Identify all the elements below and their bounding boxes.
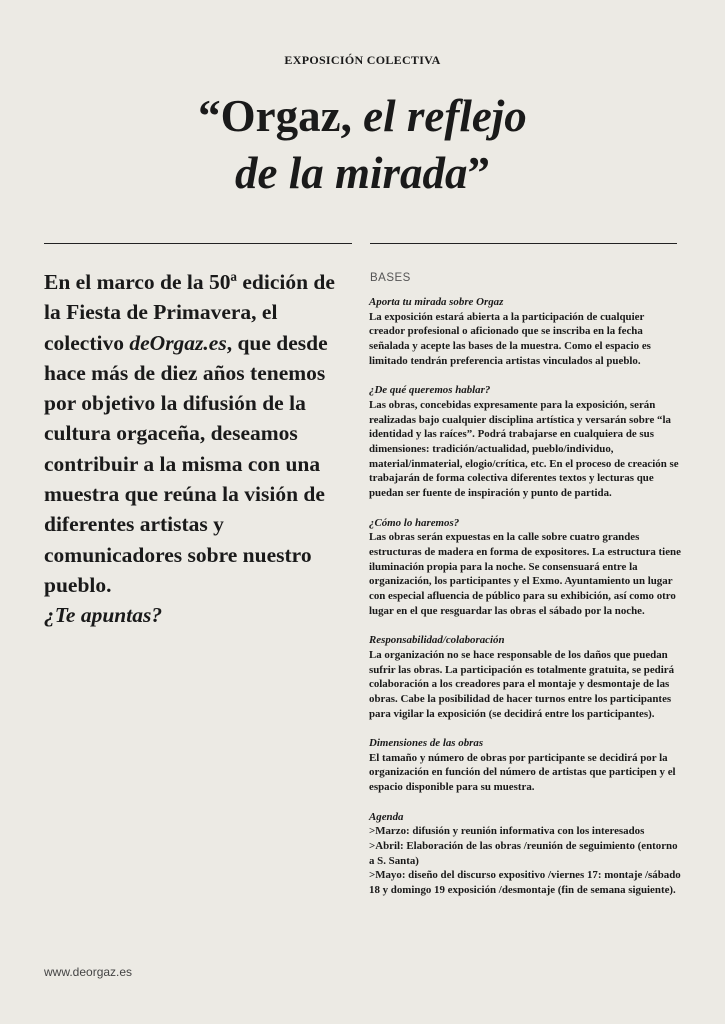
bases-section <box>369 633 681 721</box>
lead-text-a: En el marco de la 50ª edición de la Fiesta de Primavera, el colectivo <box>44 270 335 355</box>
page-title <box>0 88 725 202</box>
bases-label: BASES <box>370 272 411 284</box>
agenda-item: >Marzo: difusión y reunión informativa con los interesados <box>369 825 645 838</box>
lead-question: ¿Te apuntas? <box>44 603 163 628</box>
section-body: El tamaño y número de obras por participante se decidirá por la organización en función del número de artistas que participen y el espacio disponible para su muestra. <box>369 751 676 794</box>
title-italic: el reflejo <box>363 91 527 141</box>
bases-section <box>369 295 681 369</box>
section-heading: Responsabilidad/colaboración <box>369 634 505 647</box>
section-body: La organización no se hace responsable de los daños que puedan sufrir las obras. La participación es totalmente gratuita, se pedirá colaboración a los creadores para el montaje y desmontaje de las obras. Cabe la posibilidad de hacer turnos entre los participantes para vigilar la exposición (se decidirá entre los participantes). <box>369 648 675 720</box>
lead-text-b: , que desde hace más de diez años tenemos por objetivo la difusión de la cultura orgaceña, deseamos contribuir a la misma con una muestra que reúna la visión de diferentes artistas y comunicadores sobre nuestro pueblo. <box>44 330 328 597</box>
title-close-quote: ” <box>467 148 490 198</box>
section-heading: Aporta tu mirada sobre Orgaz <box>369 296 504 308</box>
section-body: Las obras serán expuestas en la calle sobre cuatro grandes estructuras de madera en forma de expositores. La estructura tiene iluminación propia para la noche. Se consensuará entre la organización, los participantes y el Exmo. Ayuntamiento un lugar con especial afluencia de público para su exhibición, así como otro lugar en el que resguardar las obras el sábado por la noche. <box>369 531 681 617</box>
divider-right <box>370 243 677 244</box>
footer-url[interactable]: www.deorgaz.es <box>44 965 133 979</box>
brand-name: deOrgaz.es <box>129 330 227 355</box>
section-heading: ¿Cómo lo haremos? <box>369 516 460 529</box>
title-plain: “Orgaz, <box>198 91 364 141</box>
bases-section <box>369 736 681 795</box>
agenda-item: >Mayo: diseño del discurso expositivo /viernes 17: montaje /sábado 18 y domingo 19 exposición /desmontaje (fin de semana siguiente). <box>369 869 681 897</box>
agenda-section <box>369 810 681 898</box>
eyebrow-label: EXPOSICIÓN COLECTIVA <box>284 53 441 67</box>
title-line-1 <box>0 88 725 145</box>
agenda-item: >Abril: Elaboración de las obras /reunión de seguimiento (entorno a S. Santa) <box>369 839 678 867</box>
bases-column <box>369 295 681 912</box>
divider-left <box>44 243 352 244</box>
section-heading: Dimensiones de las obras <box>369 737 484 750</box>
section-body: Las obras, concebidas expresamente para la exposición, serán realizadas bajo cualquier disciplina artística y versarán sobre “la identidad y las raíces”. Podrá trabajarse en cualquiera de sus dimensiones: tradición/actualidad, pueblo/individuo, material/inmaterial, elogio/crítica, etc. En el proceso de creación se trabajarán de forma colectiva diferentes textos y lecturas que puedan ser fuente de inspiración y punto de partida. <box>369 398 679 500</box>
section-heading: ¿De qué queremos hablar? <box>369 384 491 397</box>
agenda-heading: Agenda <box>369 810 404 823</box>
lead-paragraph <box>44 267 344 631</box>
title-line-2 <box>0 145 725 202</box>
title-italic-2: de la mirada <box>235 148 468 198</box>
section-body: La exposición estará abierta a la participación de cualquier creador profesional o aficionado que se inscriba en la fecha señalada y acepte las bases de la muestra. Como el espacio es limitado tendrán preferencia artistas vinculados al pueblo. <box>369 310 651 367</box>
bases-section <box>369 383 681 501</box>
bases-section <box>369 516 681 619</box>
